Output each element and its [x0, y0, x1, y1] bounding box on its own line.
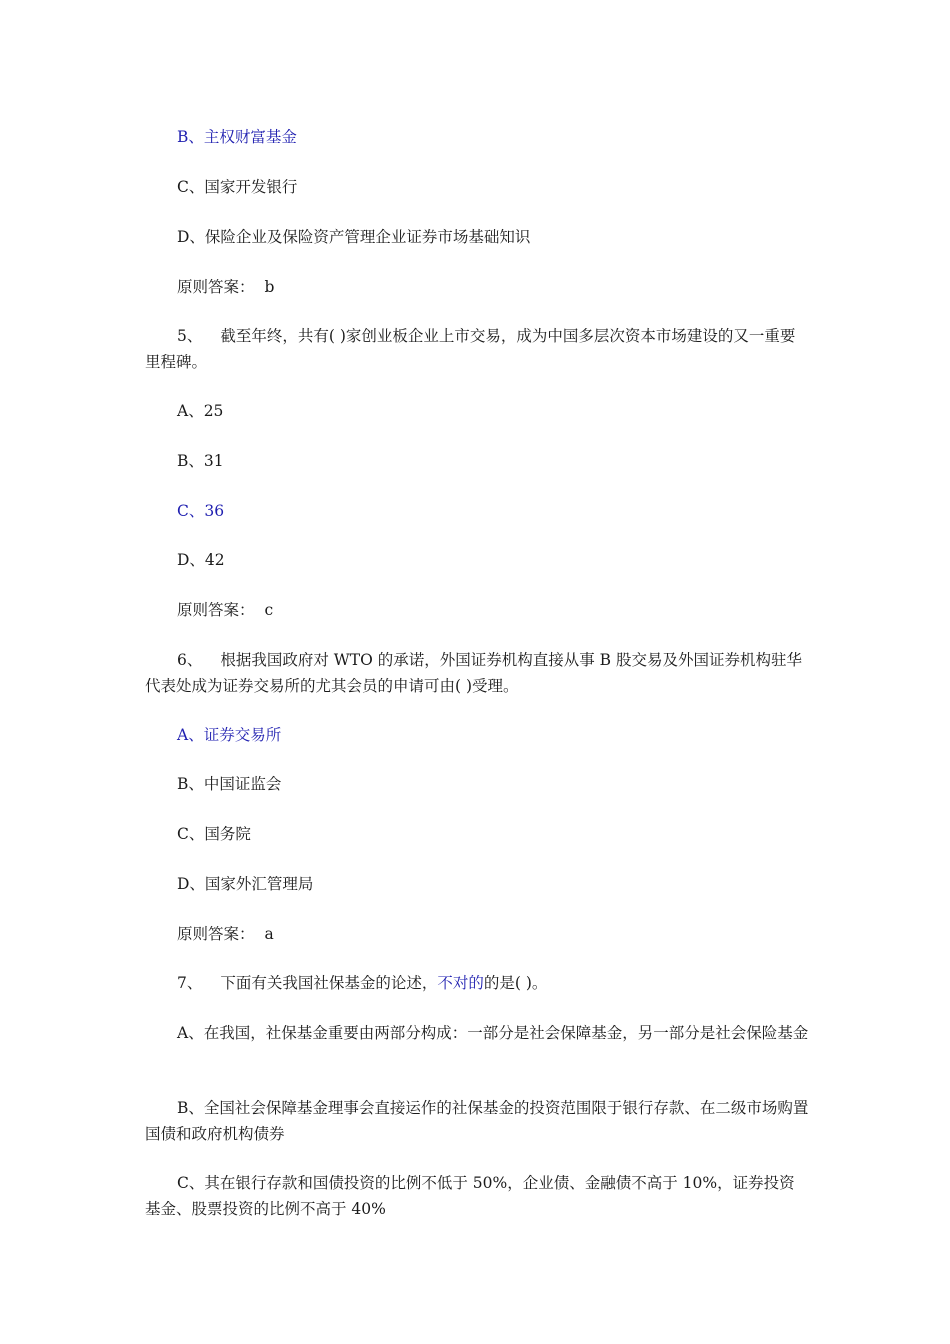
q5-option-a: A、25: [177, 402, 224, 420]
q5-stem-text: 截至年终，共有( )家创业板企业上市交易，成为中国多层次资本市场建设的又一重要里程碑。: [145, 327, 796, 371]
q7-stem-highlight: 不对的: [437, 974, 484, 992]
q5-option-d: D、42: [177, 551, 225, 569]
q6-stem-text: 根据我国政府对 WTO 的承诺，外国证券机构直接从事 B 股交易及外国证券机构驻华代表处成为证券交易所的尤其会员的申请可由( )受理。: [145, 651, 802, 695]
q6-option-d: D、国家外汇管理局: [177, 875, 314, 893]
q5-answer-label: 原则答案：: [177, 601, 255, 619]
q4-answer: [145, 274, 810, 300]
q6-number: 6、: [177, 651, 203, 669]
q4-answer-label: 原则答案：: [177, 278, 255, 296]
q4-answer-value: b: [264, 278, 275, 296]
q6-answer-value: a: [264, 925, 274, 943]
q7-stem: [145, 970, 810, 996]
q7-stem-before: 下面有关我国社保基金的论述，: [220, 974, 438, 992]
q6-option-a: A、证券交易所: [177, 726, 282, 744]
q5-option-b: B、31: [177, 452, 224, 470]
q6-option-c: C、国务院: [177, 825, 251, 843]
q7-option-c: C、其在银行存款和国债投资的比例不低于 50%，企业债、金融债不高于 10%，证券投资基金、股票投资的比例不高于 40%: [145, 1174, 795, 1218]
q6-stem: [145, 647, 810, 699]
q4-option-b: B、主权财富基金: [177, 128, 297, 146]
q5-answer-value: c: [264, 601, 274, 619]
q7-stem-after: 的是( )。: [483, 974, 548, 992]
q4-option-c: C、国家开发银行: [177, 178, 298, 196]
q6-option-b: B、中国证监会: [177, 775, 282, 793]
q6-answer-label: 原则答案：: [177, 925, 255, 943]
q5-stem: [145, 323, 810, 375]
q5-number: 5、: [177, 327, 203, 345]
q6-answer: [145, 921, 810, 947]
q5-option-c: C、36: [177, 502, 225, 520]
q4-option-d: D、保险企业及保险资产管理企业证券市场基础知识: [177, 228, 531, 246]
q7-option-a: A、在我国，社保基金重要由两部分构成：一部分是社会保障基金，另一部分是社会保险基金: [177, 1024, 809, 1042]
q7-option-b: B、全国社会保障基金理事会直接运作的社保基金的投资范围限于银行存款、在二级市场购置国债和政府机构债券: [145, 1099, 809, 1143]
q7-number: 7、: [177, 974, 203, 992]
q5-answer: [145, 597, 810, 623]
